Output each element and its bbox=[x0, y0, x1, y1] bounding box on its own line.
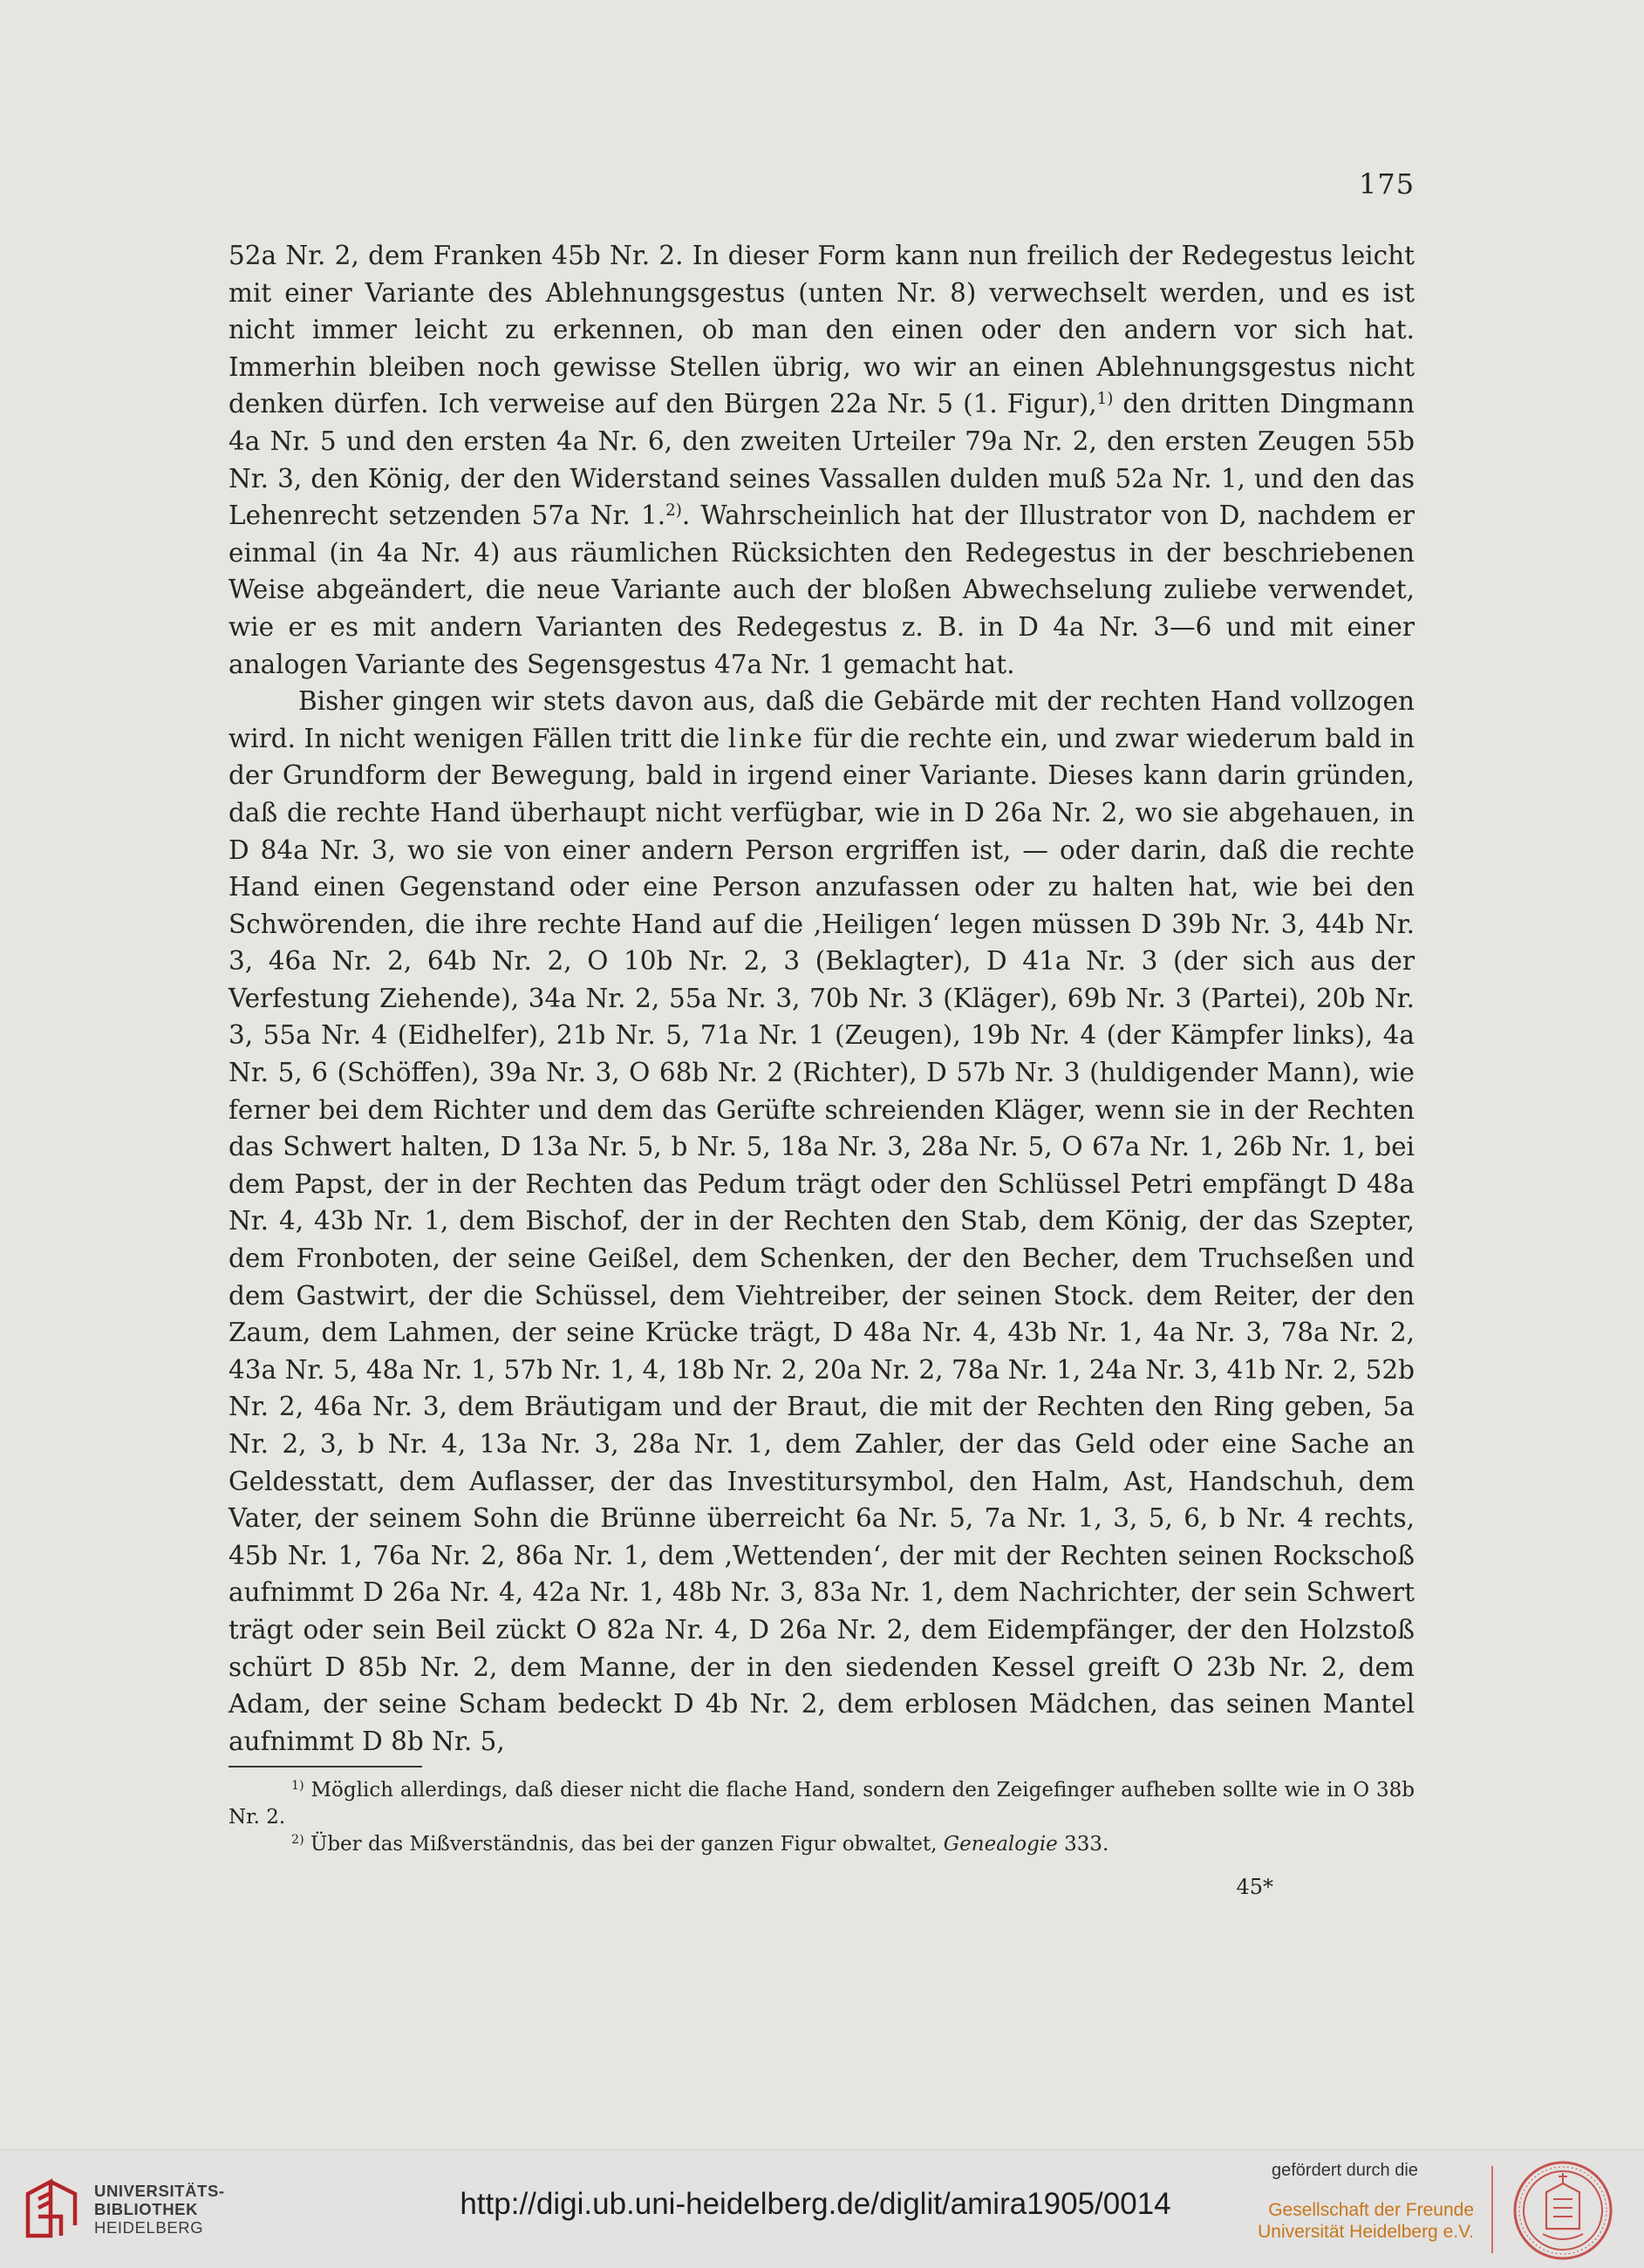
footnote-marker: 1) bbox=[291, 1779, 304, 1794]
footnote-marker: 2) bbox=[665, 501, 682, 521]
footer-divider bbox=[1491, 2166, 1493, 2253]
sponsor-name[interactable]: Gesellschaft der Freunde Universität Heidelberg e.V. bbox=[1258, 2200, 1474, 2242]
footnote bbox=[229, 1777, 1415, 1831]
text-run: 333. bbox=[1057, 1833, 1109, 1856]
body-text bbox=[229, 237, 1415, 1760]
italic-text: Genealogie bbox=[943, 1833, 1058, 1856]
page-number: 175 bbox=[1359, 167, 1415, 201]
text-run: 52a Nr. 2, dem Franken 45b Nr. 2. In dieser Form kann nun freilich der Redegestus leicht mit einer Variante des Ablehnungsgestus (unten Nr. 8) verwechselt werden, und es ist nicht immer leicht zu erkennen, ob man den einen oder den andern vor sich hat. Immerhin bleiben noch gewisse Stellen übrig, wo wir an einen Ablehnungsgestus nicht denken dürfen. Ich verweise auf den Bürgen 22a Nr. 5 (1. Figur), bbox=[229, 241, 1415, 419]
footnotes bbox=[229, 1777, 1415, 1858]
paragraph bbox=[229, 237, 1415, 683]
text-run: Über das Mißverständnis, das bei der ganzen Figur obwaltet, bbox=[304, 1833, 944, 1856]
signature-mark: 45* bbox=[1236, 1875, 1273, 1899]
emphasized-text: linke bbox=[727, 723, 805, 753]
library-name[interactable]: UNIVERSITÄTS- BIBLIOTHEK HEIDELBERG bbox=[94, 2182, 225, 2237]
footnote-marker: 1) bbox=[1096, 390, 1114, 409]
footnote-divider bbox=[229, 1766, 422, 1767]
footnote-marker: 2) bbox=[291, 1833, 304, 1848]
paragraph bbox=[229, 683, 1415, 1760]
text-run: . Wahrscheinlich hat der Illustrator von D, nachdem er einmal (in 4a Nr. 4) aus räumlichen Rücksichten den Redegestus in der beschriebenen Weise abgeändert, die neue Variante auch der bloßen Abwechselung zuliebe verwendet, wie er es mit andern Varianten des Redegestus z. B. in D 4a Nr. 3—6 und mit einer analogen Variante des Segensgestus 47a Nr. 1 gemacht hat. bbox=[229, 501, 1415, 679]
footnote bbox=[229, 1831, 1415, 1858]
source-url-link[interactable]: http://digi.ub.uni-heidelberg.de/diglit/amira1905/0014 bbox=[460, 2187, 1171, 2221]
text-run: den dritten Dingmann 4a Nr. 5 und den ersten 4a Nr. 6, den zweiten Urteiler 79a Nr. 2, den ersten Zeugen 55b Nr. 3, den König, der den Widerstand seines Vassallen dulden muß 52a Nr. 1, und den das Lehenrecht setzenden 57a Nr. 1. bbox=[229, 389, 1415, 531]
footer-banner bbox=[0, 2149, 1644, 2268]
text-run: Bisher gingen wir stets davon aus, daß die Gebärde mit der rechten Hand vollzogen wird. In nicht wenigen Fällen tritt die bbox=[229, 686, 1415, 753]
ub-heidelberg-logo-icon[interactable] bbox=[19, 2176, 84, 2245]
text-run: Möglich allerdings, daß dieser nicht die flache Hand, sondern den Zeigefinger aufheben sollte wie in O 38b Nr. 2. bbox=[229, 1779, 1415, 1829]
sponsor-label: gefördert durch die bbox=[1272, 2161, 1418, 2180]
text-run: für die rechte ein, und zwar wiederum bald in der Grundform der Bewegung, bald in irgend einer Variante. Dieses kann darin gründen, daß die rechte Hand überhaupt nicht verfügbar, wie in D 26a Nr. 2, wo sie abgehauen, in D 84a Nr. 3, wo sie von einer andern Person ergriffen ist, — oder darin, daß die rechte Hand einen Gegenstand oder eine Person anzufassen oder zu halten hat, wie bei den Schwörenden, die ihre rechte Hand auf die ‚Heiligen‘ legen müssen D 39b Nr. 3, 44b Nr. 3, 46a Nr. 2, 64b Nr. 2, O 10b Nr. 2, 3 (Beklagter), D 41a Nr. 3 (der sich aus der Verfestung Ziehende), 34a Nr. 2, 55a Nr. 3, 70b Nr. 3 (Kläger), 69b Nr. 3 (Partei), 20b Nr. 3, 55a Nr. 4 (Eidhelfer), 21b Nr. 5, 71a Nr. 1 (Zeugen), 19b Nr. 4 (der Kämpfer links), 4a Nr. 5, 6 (Schöffen), 39a Nr. 3, O 68b Nr. 2 (Richter), D 57b Nr. 3 (huldigender Mann), wie ferner bei dem Richter und dem das Gerüfte schreienden Kläger, wenn sie in der Rechten das Schwert halten, D 13a Nr. 5, b Nr. 5, 18a Nr. 3, 28a Nr. 5, O 67a Nr. 1, 26b Nr. 1, bei dem Papst, der in der Rechten das Pedum trägt oder den Schlüssel Petri empfängt D 48a Nr. 4, 43b Nr. 1, dem Bischof, der in der Rechten den Stab, dem König, der das Szepter, dem Fronboten, der seine Geißel, dem Schenken, der den Becher, dem Truchseßen und dem Gastwirt, der die Schüssel, dem Viehtreiber, der seinen Stock. dem Reiter, der den Zaum, dem Lahmen, der seine Krücke trägt, D 48a Nr. 4, 43b Nr. 1, 4a Nr. 3, 78a Nr. 2, 43a Nr. 5, 48a Nr. 1, 57b Nr. 1, 4, 18b Nr. 2, 20a Nr. 2, 78a Nr. 1, 24a Nr. 3, 41b Nr. 2, 52b Nr. 2, 46a Nr. 3, dem Bräutigam und der Braut, die mit der Rechten den Ring geben, 5a Nr. 2, 3, b Nr. 4, 13a Nr. 3, 28a Nr. 1, dem Zahler, der das Geld oder eine Sache an Geldesstatt, dem Auflasser, der das Investitursymbol, den Halm, Ast, Handschuh, dem Vater, der seinem Sohn die Brünne überreicht 6a Nr. 5, 7a Nr. 1, 3, 5, 6, b Nr. 4 rechts, 45b Nr. 1, 76a Nr. 2, 86a Nr. 1, dem ‚Wettenden‘, der mit der Rechten seinen Rockschoß aufnimmt D 26a Nr. 4, 42a Nr. 1, 48b Nr. 3, 83a Nr. 1, dem Nachrichter, der sein Schwert trägt oder sein Beil zückt O 82a Nr. 4, D 26a Nr. 2, dem Eidempfänger, der den Holzstoß schürt D 85b Nr. 2, dem Manne, der in den siedenden Kessel greift O 23b Nr. 2, dem Adam, der seine Scham bedeckt D 4b Nr. 2, dem erblosen Mädchen, das seinen Mantel aufnimmt D 8b Nr. 5, bbox=[229, 723, 1415, 1756]
university-seal-icon bbox=[1511, 2159, 1614, 2266]
